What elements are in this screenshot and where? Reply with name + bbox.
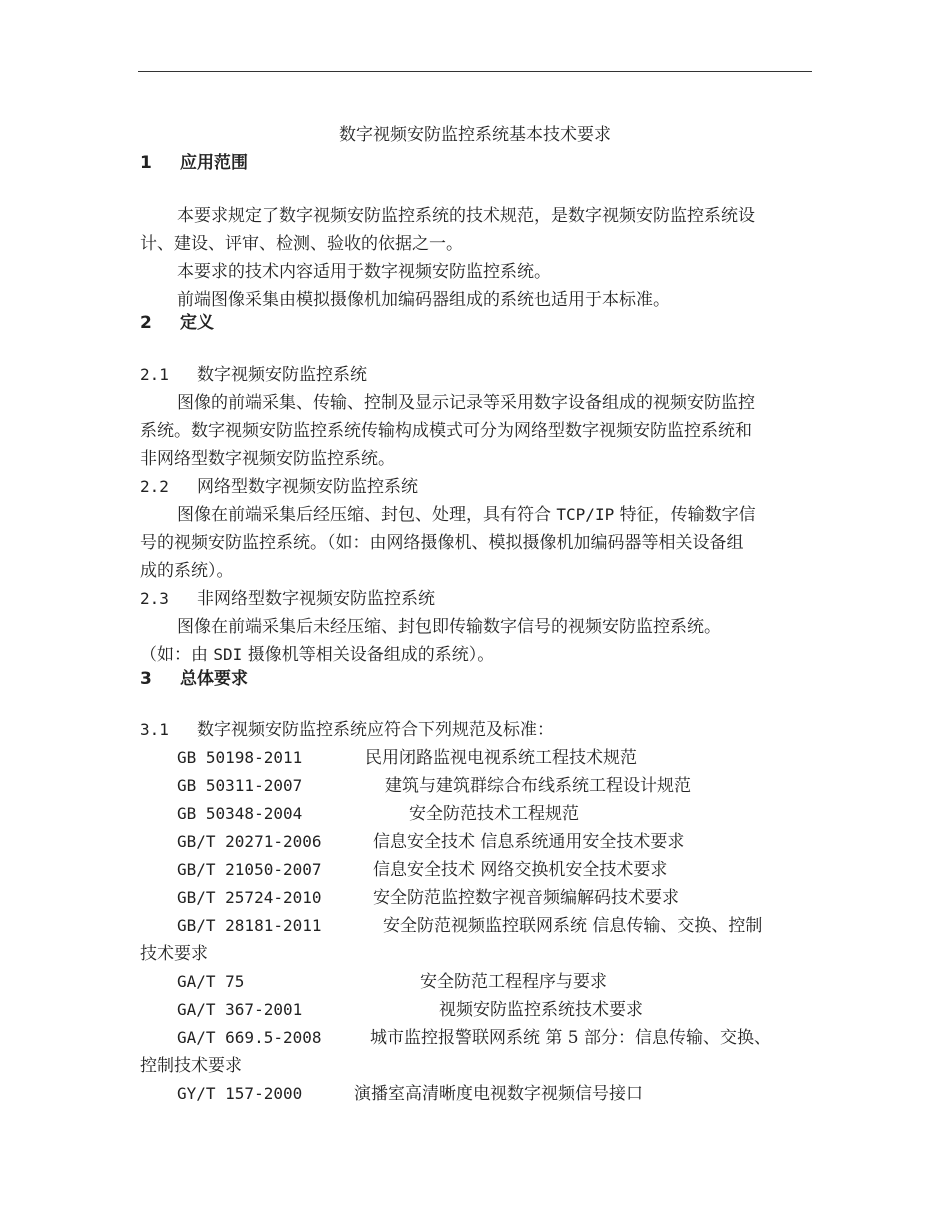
standard-item: [177, 1083, 643, 1105]
paragraph-line: [140, 644, 494, 666]
paragraph-line: 前端图像采集由模拟摄像机加编码器组成的系统也适用于本标准。: [177, 290, 670, 310]
subsection-number: 2.2: [140, 477, 169, 496]
standard-name: 城市监控报警联网系统 第 5 部分：信息传输、交换、: [370, 1028, 772, 1048]
standard-name: 安全防范技术工程规范: [409, 804, 579, 824]
standard-code: GA/T 75: [177, 972, 245, 991]
standard-item: [177, 859, 668, 881]
standard-item: [177, 775, 691, 797]
section-3-heading: [140, 668, 248, 690]
text-run: 摄像机等相关设备组成的系统）。: [242, 645, 495, 665]
interface-text: SDI: [213, 645, 243, 664]
standard-item: [177, 747, 637, 769]
subsection-2-1: [140, 364, 367, 386]
paragraph-line: 图像在前端采集后未经压缩、封包即传输数字信号的视频安防监控系统。: [177, 617, 721, 637]
standard-code: GB/T 25724-2010: [177, 888, 322, 907]
standard-name: 信息安全技术 网络交换机安全技术要求: [373, 860, 668, 880]
subsection-number: 2.1: [140, 365, 169, 384]
text-run: （如：由: [140, 645, 214, 665]
subsection-number: 3.1: [140, 720, 169, 739]
standard-name-continued: 技术要求: [140, 944, 208, 964]
header-rule: [138, 71, 812, 72]
text-run: 特征，传输数字信: [614, 505, 756, 525]
standard-name: 建筑与建筑群综合布线系统工程设计规范: [385, 776, 691, 796]
standard-item: [177, 999, 643, 1021]
standard-name: 民用闭路监视电视系统工程技术规范: [365, 748, 637, 768]
standard-name: 信息安全技术 信息系统通用安全技术要求: [373, 832, 685, 852]
standard-name: 安全防范视频监控联网系统 信息传输、交换、控制: [383, 916, 763, 936]
paragraph-line: 本要求的技术内容适用于数字视频安防监控系统。: [177, 262, 551, 282]
section-number: 3: [140, 669, 152, 689]
standard-name: 演播室高清晰度电视数字视频信号接口: [354, 1084, 643, 1104]
paragraph-line: 计、建设、评审、检测、验收的依据之一。: [140, 234, 463, 254]
standard-item: [177, 971, 607, 993]
standard-name: 视频安防监控系统技术要求: [439, 1000, 643, 1020]
section-number: 1: [140, 153, 152, 173]
section-title: 定义: [180, 313, 214, 333]
standard-name: 安全防范监控数字视音频编解码技术要求: [373, 888, 679, 908]
standard-item: [177, 1027, 772, 1049]
standard-name-continued: 控制技术要求: [140, 1056, 242, 1076]
standard-code: GY/T 157-2000: [177, 1084, 303, 1103]
standard-item: [177, 887, 679, 909]
standard-code: GB 50198-2011: [177, 748, 303, 767]
paragraph-line: 号的视频安防监控系统。（如：由网络摄像机、模拟摄像机加编码器等相关设备组: [140, 533, 744, 553]
standard-item: [177, 831, 685, 853]
standard-item: [177, 803, 579, 825]
protocol-text: TCP/IP: [556, 505, 615, 524]
standard-code: GA/T 367-2001: [177, 1000, 303, 1019]
subsection-2-2: [140, 476, 418, 498]
section-number: 2: [140, 313, 152, 333]
standard-name: 安全防范工程程序与要求: [420, 972, 607, 992]
paragraph-line: 本要求规定了数字视频安防监控系统的技术规范，是数字视频安防监控系统设: [177, 206, 755, 226]
subsection-number: 2.3: [140, 589, 169, 608]
paragraph-line: 系统。数字视频安防监控系统传输构成模式可分为网络型数字视频安防监控系统和: [140, 421, 752, 441]
section-title: 总体要求: [180, 669, 248, 689]
subsection-title: 非网络型数字视频安防监控系统: [197, 589, 435, 609]
paragraph-line: [177, 504, 756, 526]
section-1-heading: [140, 152, 248, 174]
subsection-title: 网络型数字视频安防监控系统: [197, 477, 418, 497]
subsection-3-1: [140, 719, 554, 741]
standard-code: GB/T 21050-2007: [177, 860, 322, 879]
subsection-title: 数字视频安防监控系统: [197, 365, 367, 385]
document-title: 数字视频安防监控系统基本技术要求: [339, 125, 611, 145]
section-title: 应用范围: [180, 153, 248, 173]
standard-item: [177, 915, 763, 937]
standard-code: GB/T 20271-2006: [177, 832, 322, 851]
standard-code: GB/T 28181-2011: [177, 916, 322, 935]
subsection-title: 数字视频安防监控系统应符合下列规范及标准：: [197, 720, 554, 740]
section-2-heading: [140, 312, 214, 334]
standard-code: GA/T 669.5-2008: [177, 1028, 322, 1047]
paragraph-line: 非网络型数字视频安防监控系统。: [140, 449, 395, 469]
standard-code: GB 50311-2007: [177, 776, 303, 795]
text-run: 图像在前端采集后经压缩、封包、处理，具有符合: [177, 505, 557, 525]
standard-code: GB 50348-2004: [177, 804, 303, 823]
paragraph-line: 图像的前端采集、传输、控制及显示记录等采用数字设备组成的视频安防监控: [177, 393, 755, 413]
paragraph-line: 成的系统）。: [140, 561, 234, 581]
subsection-2-3: [140, 588, 435, 610]
